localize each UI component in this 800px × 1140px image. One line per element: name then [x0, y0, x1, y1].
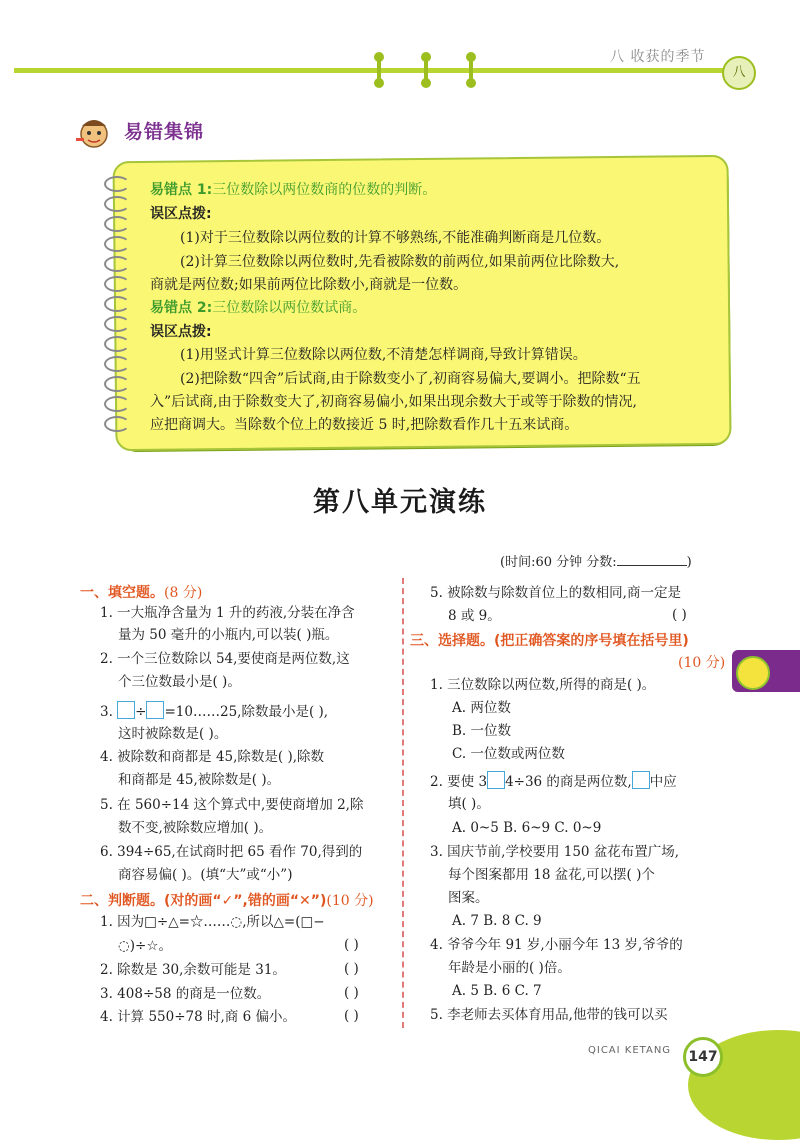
spiral-ring: [104, 356, 130, 372]
tip-label-1: 误区点拨:: [150, 206, 212, 222]
binder-pin: [374, 52, 384, 86]
question-line: 2. 除数是 30,余数可能是 31。: [100, 962, 286, 978]
question-line: 5. 李老师去买体育用品,他带的钱可以买: [430, 1007, 668, 1023]
score-blank[interactable]: [617, 553, 687, 566]
tip-1-line: (1)对于三位数除以两位数的计算不够熟练,不能准确判断商是几位数。: [180, 230, 611, 246]
page-number: 147: [683, 1037, 723, 1077]
tip-2-line: (1)用竖式计算三位数除以两位数,不清楚怎样调商,导致计算错误。: [180, 347, 587, 363]
blank-box[interactable]: [117, 701, 135, 719]
choice-option[interactable]: C. 一位数或两位数: [452, 746, 565, 762]
column-divider: [402, 578, 404, 1028]
question-line: 5. 被除数与除数首位上的数相同,商一定是: [430, 585, 681, 601]
spiral-ring: [104, 416, 130, 432]
spiral-ring: [104, 276, 130, 292]
frog-icon: [736, 656, 770, 690]
binder-pin: [466, 52, 476, 86]
question-line: 年龄是小丽的( )倍。: [448, 960, 571, 976]
tip-1-line: (2)计算三位数除以两位数时,先看被除数的前两位,如果前两位比除数大,: [180, 254, 620, 270]
spiral-ring: [104, 316, 130, 332]
tip-2-line: 入”后试商,由于除数变大了,初商容易偏小,如果出现余数大于或等于除数的情况,: [150, 394, 637, 410]
question-line: ◌)÷☆。: [118, 938, 172, 954]
chapter-title: 八 收获的季节: [610, 49, 706, 65]
question-line: 数不变,被除数应增加( )。: [118, 820, 273, 836]
spiral-ring: [104, 196, 130, 212]
question-line: 图案。: [448, 890, 489, 906]
section-heading-choice: 三、选择题。(把正确答案的序号填在括号里): [410, 633, 689, 649]
question-line: 2. 一个三位数除以 54,要使商是两位数,这: [100, 651, 350, 667]
section-points: (10 分): [678, 655, 726, 671]
header-rule: [14, 68, 724, 73]
question-line: 4. 爷爷今年 91 岁,小丽今年 13 岁,爷爷的: [430, 937, 683, 953]
choice-options[interactable]: A. 0~5 B. 6~9 C. 0~9: [452, 820, 602, 836]
question-line: 1. 一大瓶净含量为 1 升的药液,分装在净含: [100, 605, 355, 621]
question-line: 5. 在 560÷14 这个算式中,要使商增加 2,除: [100, 797, 364, 813]
section-heading-judge: 二、判断题。(对的画“✓”,错的画“✕”)(10 分): [80, 893, 374, 909]
question-line: 3. 408÷58 的商是一位数。: [100, 986, 271, 1002]
tip-1-line: 商就是两位数;如果前两位比除数小,商就是一位数。: [150, 277, 468, 293]
choice-options[interactable]: A. 5 B. 6 C. 7: [452, 983, 542, 999]
question-line: 8 或 9。: [448, 608, 501, 624]
spiral-ring: [104, 216, 130, 232]
question-line: 个三位数最小是( )。: [118, 674, 241, 690]
question-line: 1. 因为□÷△=☆……◌,所以△=(□−: [100, 914, 325, 930]
spiral-ring: [104, 336, 130, 352]
error-point-2: 易错点 2:三位数除以两位数试商。: [150, 300, 367, 316]
answer-paren[interactable]: ( ): [344, 937, 359, 953]
blank-box[interactable]: [146, 701, 164, 719]
answer-paren[interactable]: ( ): [344, 1008, 359, 1024]
question-line: 2. 要使 3 4÷36 的商是两位数, 中应: [430, 771, 677, 792]
spiral-ring: [104, 296, 130, 312]
spiral-ring: [104, 396, 130, 412]
tip-label-2: 误区点拨:: [150, 324, 212, 340]
footer-brand: QICAI KETANG: [588, 1045, 672, 1056]
question-line: 量为 50 毫升的小瓶内,可以装( )瓶。: [118, 627, 339, 643]
binder-pin: [421, 52, 431, 86]
tip-2-line: 应把商调大。当除数个位上的数接近 5 时,把除数看作几十五来试商。: [150, 417, 579, 433]
question-line: 4. 被除数和商都是 45,除数是( ),除数: [100, 749, 325, 765]
question-line: 和商都是 45,被除数是( )。: [118, 772, 281, 788]
blank-box[interactable]: [487, 771, 505, 789]
error-point-1: 易错点 1:三位数除以两位数商的位数的判断。: [150, 182, 437, 198]
question-line: 1. 三位数除以两位数,所得的商是( )。: [430, 677, 656, 693]
blank-box[interactable]: [632, 771, 650, 789]
spiral-ring: [104, 176, 130, 192]
choice-option[interactable]: B. 一位数: [452, 723, 512, 739]
spiral-ring: [104, 376, 130, 392]
choice-options[interactable]: A. 7 B. 8 C. 9: [452, 913, 542, 929]
question-line: 3. 国庆节前,学校要用 150 盆花布置广场,: [430, 844, 680, 860]
time-score-line: (时间:60 分钟 分数: ): [500, 555, 692, 570]
chapter-badge-icon: 八: [722, 56, 756, 90]
answer-paren[interactable]: ( ): [344, 961, 359, 977]
question-line: 3. ÷ =10……25,除数最小是( ),: [100, 701, 328, 722]
answer-paren[interactable]: ( ): [344, 985, 359, 1001]
question-line: 6. 394÷65,在试商时把 65 看作 70,得到的: [100, 844, 363, 860]
section-heading-fill: 一、填空题。(8 分): [80, 585, 203, 601]
question-line: 商容易偏( )。(填“大”或“小”): [118, 867, 293, 883]
question-line: 4. 计算 550÷78 时,商 6 偏小。: [100, 1009, 296, 1025]
spiral-ring: [104, 256, 130, 272]
question-line: 每个图案都用 18 盆花,可以摆( )个: [448, 867, 655, 883]
tip-2-line: (2)把除数“四舍”后试商,由于除数变小了,初商容易偏大,要调小。把除数“五: [180, 371, 641, 387]
question-line: 这时被除数是( )。: [118, 726, 228, 742]
answer-paren[interactable]: ( ): [672, 607, 687, 623]
unit-title: 第八单元演练: [313, 487, 487, 518]
section-title: 易错集锦: [124, 121, 205, 143]
choice-option[interactable]: A. 两位数: [452, 700, 511, 716]
question-line: 填( )。: [448, 796, 490, 812]
spiral-ring: [104, 236, 130, 252]
mascot-icon: [74, 112, 114, 152]
